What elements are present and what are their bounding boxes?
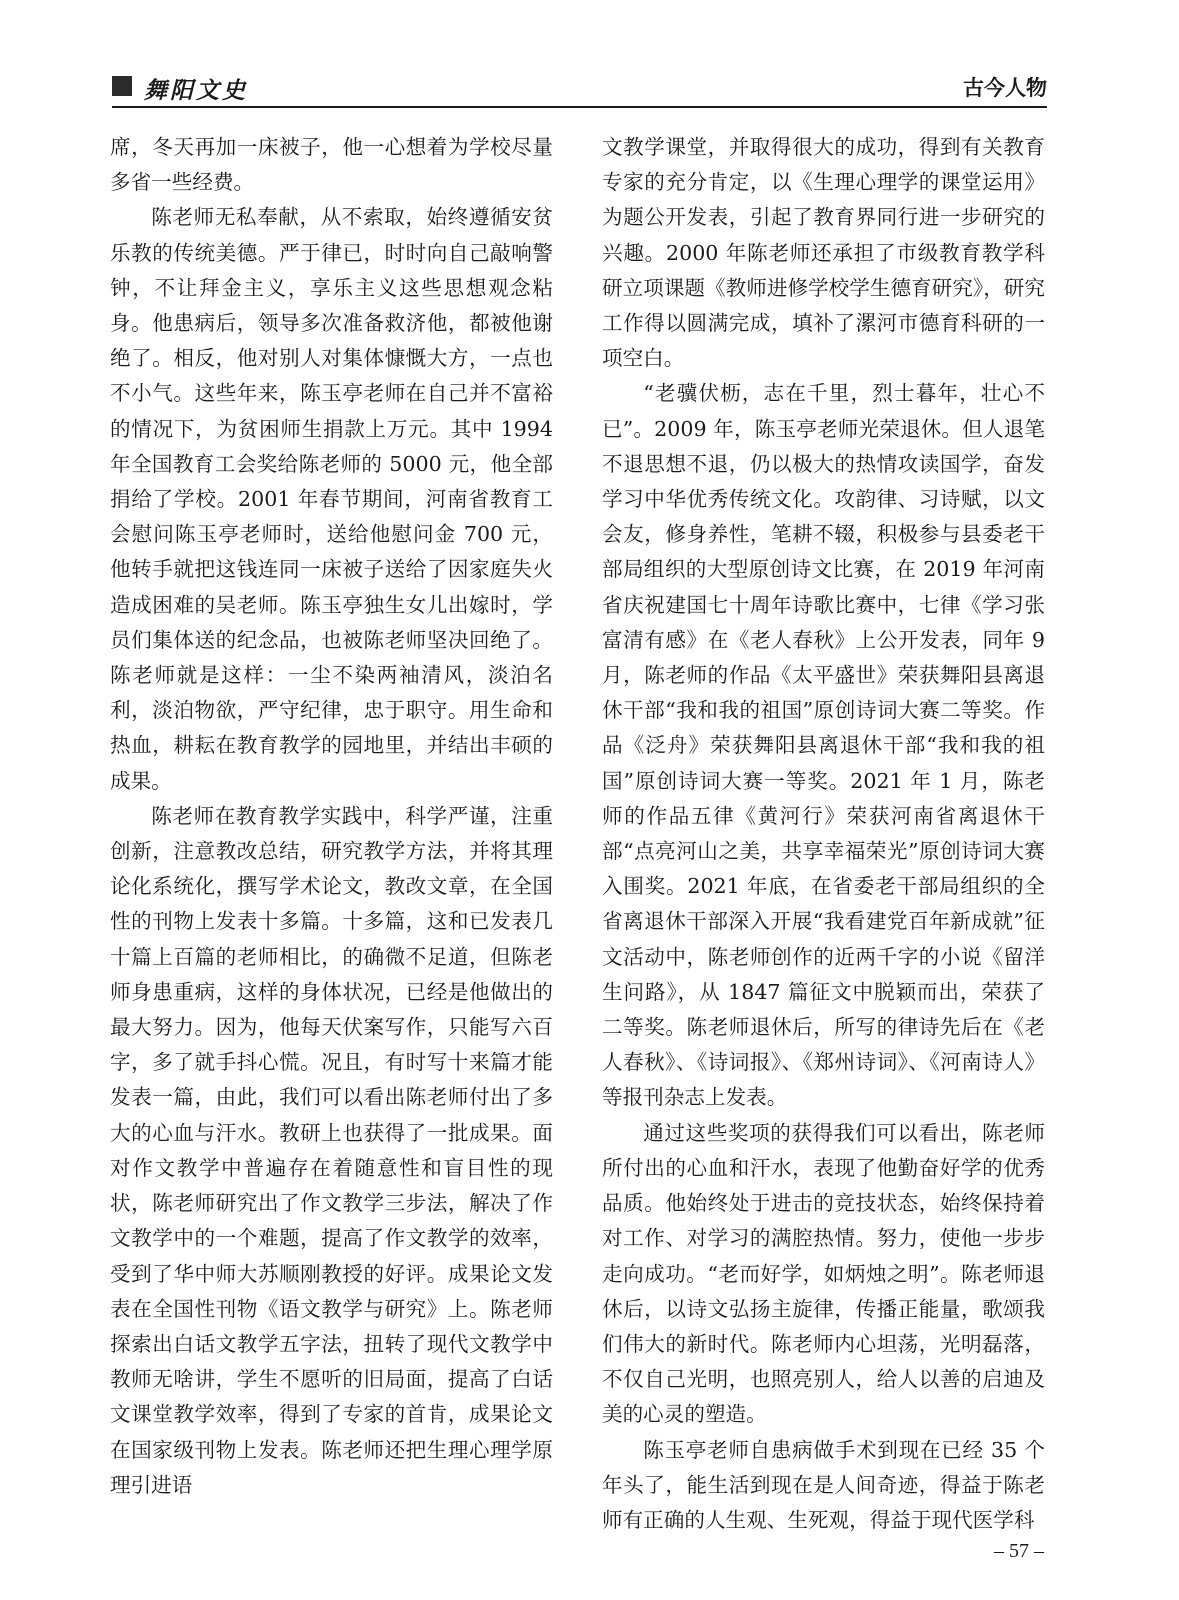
paragraph: 陈玉亭老师自患病做手术到现在已经 35 个年头了，能生活到现在是人间奇迹，得益于陈老师有正确的人生观、生死观，得益于现代医学科	[602, 1437, 1045, 1532]
header-rule	[112, 106, 1047, 108]
page-header	[112, 72, 1047, 104]
paragraph: 陈老师无私奉献，从不索取，始终遵循安贫乐教的传统美德。严于律已，时时向自己敲响警钟，不让拜金主义，享乐主义这些思想观念粘身。他患病后，领导多次准备救济他，都被他谢绝了。相反，他对别人对集体慷慨大方，一点也不小气。这些年来，陈玉亭老师在自己并不富裕的情况下，为贫困师生捐款上万元。其中 1994 年全国教育工会奖给陈老师的 5000 元，他全部捐给了学校。2001 年春节期间，河南省教育工会慰问陈玉亭老师时，送给他慰问金 700 元，他转手就把这钱连同一床被子送给了因家庭失火造成困难的吴老师。陈玉亭独生女儿出嫁时，学员们集体送的纪念品，也被陈老师坚决回绝了。陈老师就是这样：一尘不染两袖清风，淡泊名利，淡泊物欲，严守纪律，忠于职守。用生命和热血，耕耘在教育教学的园地里，并结出丰硕的成果。	[110, 205, 553, 793]
publication-title: 舞阳文史	[144, 77, 248, 104]
section-title: 古今人物	[963, 76, 1047, 100]
paragraph: “老骥伏枥，志在千里，烈士暮年，壮心不已”。2009 年，陈玉亭老师光荣退休。但人退笔不退思想不退，仍以极大的热情攻读国学，奋发学习中华优秀传统文化。攻韵律、习诗赋，以文会友，修身养性，笔耕不辍，积极参与县委老干部局组织的大型原创诗文比赛，在 2019 年河南省庆祝建国七十周年诗歌比赛中，七律《学习张富清有感》在《老人春秋》上公开发表，同年 9 月，陈老师的作品《太平盛世》荣获舞阳县离退休干部“我和我的祖国”原创诗词大赛二等奖。作品《泛舟》荣获舞阳县离退休干部“我和我的祖国”原创诗词大赛一等奖。2021 年 1 月，陈老师的作品五律《黄河行》荣获河南省离退休干部“点亮河山之美，共享幸福荣光”原创诗词大赛入围奖。2021 年底，在省委老干部局组织的全省离退休干部深入开展“我看建党百年新成就”征文活动中，陈老师创作的近两千字的小说《留洋生问路》，从 1847 篇征文中脱颖而出，荣获了二等奖。陈老师退休后，所写的律诗先后在《老人春秋》、《诗词报》、《郑州诗词》、《河南诗人》等报刊杂志上发表。	[602, 381, 1045, 1110]
paragraph: 陈老师在教育教学实践中，科学严谨，注重创新，注意教改总结，研究教学方法，并将其理论化系统化，撰写学术论文，教改文章，在全国性的刊物上发表十多篇。十多篇，这和已发表几十篇上百篇的老师相比，的确微不足道，但陈老师身患重病，这样的身体状况，已经是他做出的最大努力。因为，他每天伏案写作，只能写六百字，多了就手抖心慌。况且，有时写十来篇才能发表一篇，由此，我们可以看出陈老师付出了多大的心血与汗水。教研上也获得了一批成果。面对作文教学中普遍存在着随意性和盲目性的现状，陈老师研究出了作文教学三步法，解决了作文教学中的一个难题，提高了作文教学的效率，受到了华中师大苏顺刚教授的好评。成果论文发表在全国性刊物《语文教学与研究》上。陈老师探索出白话文教学五字法，扭转了现代文教学中教师无啥讲，学生不愿听的旧局面，提高了白话文课堂教学效率，得到了专家的首肯，成果论文在国家级刊物上发表。陈老师还把生理心理学原理引进语	[110, 803, 553, 1497]
paragraph: 文教学课堂，并取得很大的成功，得到有关教育专家的充分肯定，以《生理心理学的课堂运用》为题公开发表，引起了教育界同行进一步研究的兴趣。2000 年陈老师还承担了市级教育教学科研立项课题《教师进修学校学生德育研究》，研究工作得以圆满完成，填补了漯河市德育科研的一项空白。	[602, 135, 1045, 371]
right-column	[602, 130, 1045, 1538]
paragraph: 席，冬天再加一床被子，他一心想着为学校尽量多省一些经费。	[110, 135, 553, 195]
left-column	[110, 130, 553, 1503]
page-number: – 57 –	[994, 1540, 1044, 1562]
header-square-marker	[112, 76, 132, 96]
paragraph: 通过这些奖项的获得我们可以看出，陈老师所付出的心血和汗水，表现了他勤奋好学的优秀品质。他始终处于进击的竞技状态，始终保持着对工作、对学习的满腔热情。努力，使他一步步走向成功。“老而好学，如炳烛之明”。陈老师退休后，以诗文弘扬主旋律，传播正能量，歌颂我们伟大的新时代。陈老师内心坦荡，光明磊落，不仅自己光明，也照亮别人，给人以善的启迪及美的心灵的塑造。	[602, 1120, 1045, 1427]
